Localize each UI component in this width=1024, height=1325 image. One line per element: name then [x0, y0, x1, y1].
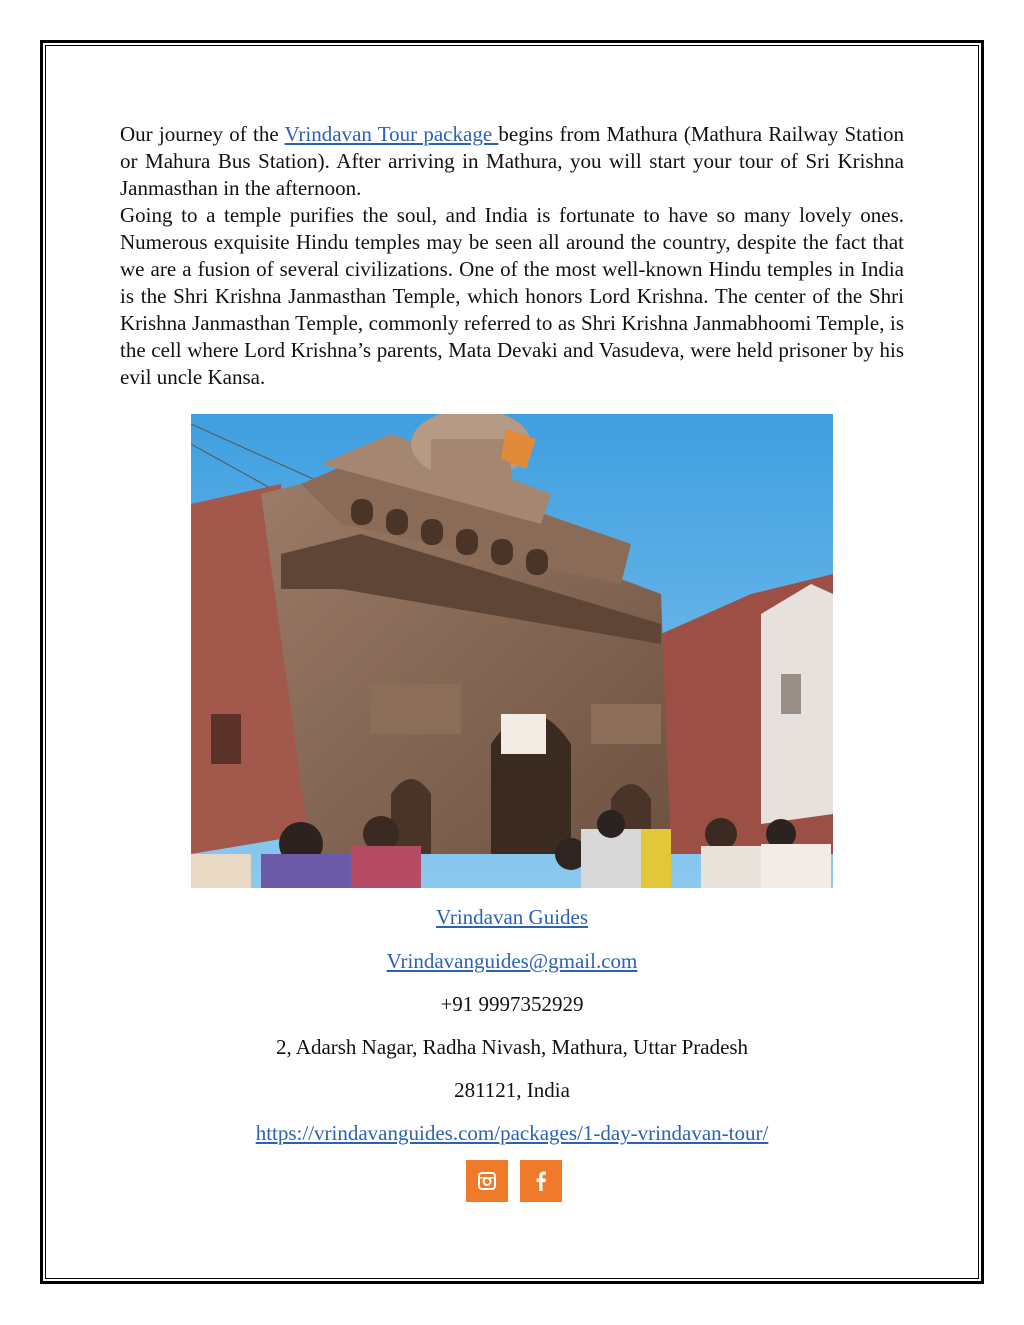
vrindavan-tour-package-link[interactable]: Vrindavan Tour package [284, 122, 499, 146]
phone-number: +91 9997352929 [440, 992, 584, 1016]
facebook-icon [531, 1170, 551, 1192]
intro-paragraph: Our journey of the Vrindavan Tour package begins from Mathura (Mathura Railway Station or Mahura Bus Station). After arriving in Mathura, you will start your tour of Sri Krishna Janmasthan in the afternoon. [120, 122, 904, 200]
instagram-button[interactable] [466, 1160, 508, 1202]
article-text [120, 121, 904, 391]
address-line-1: 2, Adarsh Nagar, Radha Nivash, Mathura, Uttar Pradesh [275, 1035, 749, 1059]
facebook-button[interactable] [520, 1160, 562, 1202]
address-line-2: 281121, India [454, 1078, 570, 1102]
company-name-link[interactable]: Vrindavan Guides [435, 905, 589, 929]
instagram-icon [477, 1171, 497, 1191]
email-link[interactable]: Vrindavanguides@gmail.com [386, 949, 638, 973]
temple-paragraph: Going to a temple purifies the soul, and India is fortunate to have so many lovely ones. Numerous exquisite Hindu temples may be seen all around the country, despite the fact that we are a fusion of several civilizations. One of the most well-known Hindu temples in India is the Shri Krishna Janmasthan Temple, which honors Lord Krishna. The center of the Shri Krishna Janmasthan Temple, commonly referred to as Shri Krishna Janmabhoomi Temple, is the cell where Lord Krishna’s parents, Mata Devaki and Vasudeva, were held prisoner by his evil uncle Kansa. [120, 203, 904, 389]
social-links [466, 1160, 562, 1202]
tour-url-link[interactable]: https://vrindavanguides.com/packages/1-day-vrindavan-tour/ [255, 1121, 769, 1145]
temple-photo [191, 414, 833, 888]
